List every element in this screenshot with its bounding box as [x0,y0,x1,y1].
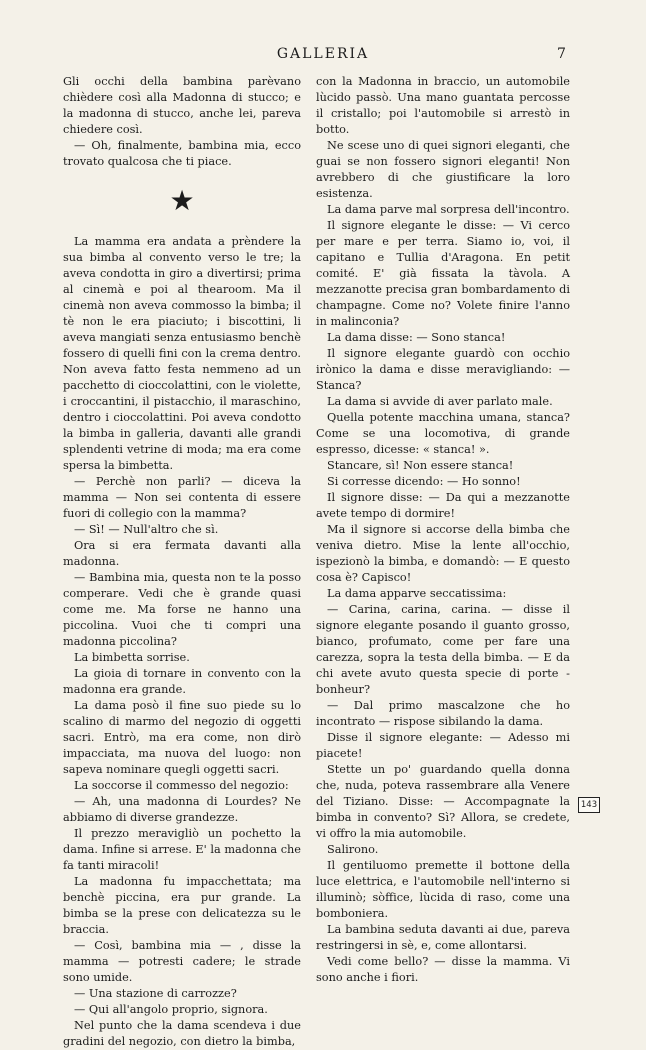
paragraph: — Ah, una madonna di Lourdes? Ne abbiamo di diverse grandezze. [63,795,301,824]
paragraph: La bimbetta sorrise. [74,651,190,664]
paragraph: La dama parve mal sorpresa dell'incontro. [327,203,570,216]
paragraph: — Qui all'angolo proprio, signora. [74,1003,268,1016]
paragraph: La dama si avvide di aver parlato male. [327,395,553,408]
right-column [316,74,570,986]
paragraph: — Dal primo mascalzone che ho incontrato — rispose sibilando la dama. [316,699,570,728]
paragraph: Ora si era fermata davanti alla madonna. [63,539,301,568]
paragraph: Gli occhi della bambina parèvano chièdere così alla Madonna di stucco; e la madonna di stucco, anche lei, pareva chiedere così. [63,75,301,136]
paragraph: — Bambina mia, questa non te la posso comperare. Vedi che è grande quasi come me. Ma forse ne hanno una piccolina. Vuoi che ti compri una madonna piccolina? [63,571,301,648]
paragraph: — Così, bambina mia — , disse la mamma — potresti cadere; le strade sono umide. [63,939,301,984]
paragraph: Il gentiluomo premette il bottone della luce elettrica, e l'automobile nell'interno si illuminò; sòffice, lùcida di raso, come una bomboniera. [316,859,570,920]
archive-stamp: 143 [578,797,600,813]
paragraph: con la Madonna in braccio, un automobile lùcido passò. Una mano guantata percosse il cristallo; poi l'automobile si arrestò in botto. [316,75,570,136]
paragraph: Disse il signore elegante: — Adesso mi piacete! [316,731,570,760]
page-number: 7 [557,46,566,62]
paragraph: La dama disse: — Sono stanca! [327,331,506,344]
paragraph: Quella potente macchina umana, stanca? Come se una locomotiva, di grande espresso, dicesse: « stanca! ». [316,411,570,456]
paragraph: Vedi come bello? — disse la mamma. Vi sono anche i fiori. [316,955,570,984]
star-ornament-icon: ★ [169,184,195,217]
paragraph: La gioia di tornare in convento con la madonna era grande. [63,667,301,696]
paragraph: La madonna fu impacchettata; ma benchè piccina, era pur grande. La bimba se la prese con delicatezza su le braccia. [63,875,301,936]
paragraph: — Oh, finalmente, bambina mia, ecco trovato qualcosa che ti piace. [63,139,301,168]
paragraph: Ma il signore si accorse della bimba che veniva dietro. Mise la lente all'occhio, ispezionò la bimba, e domandò: — E questo cosa è? Capisco! [316,523,570,584]
paragraph: La dama apparve seccatissima: [327,587,507,600]
paragraph: Stette un po' guardando quella donna che, nuda, poteva rassembrare alla Venere del Tiziano. Disse: — Accompagnate la bimba in convento? Sì? Allora, se credete, vi offro la mia automobile. [316,763,570,840]
paragraph: La bambina seduta davanti ai due, pareva restringersi in sè, e, come allontarsi. [316,923,570,952]
paragraph: La dama posò il fine suo piede su lo scalino di marmo del negozio di oggetti sacri. Entrò, ma era come, non dirò impacciata, ma nuova del luogo: non sapeva nominare quegli oggetti sacri. [63,699,301,776]
paragraph: Il prezzo meravigliò un pochetto la dama. Infine si arrese. E' la madonna che fa tanti miracoli! [63,827,301,872]
paragraph: — Una stazione di carrozze? [74,987,237,1000]
paragraph: Il signore elegante le disse: — Vi cerco per mare e per terra. Siamo io, voi, il capitano e Tullia d'Aragona. En petit comité. E' già fissata la tàvola. A mezzanotte precisa gran bombardamento di champagne. Come no? Volete finire l'anno in malinconia? [316,219,570,328]
paragraph: — Carina, carina, carina. — disse il signore elegante posando il guanto grosso, bianco, profumato, come per fare una carezza, sopra la testa della bimba. — E da chi avete avuto questa specie di porte - bonheur? [316,603,570,696]
paragraph: La soccorse il commesso del negozio: [74,779,289,792]
paragraph: La mamma era andata a prèndere la sua bimba al convento verso le tre; la aveva condotta in giro a divertirsi; prima al cinemà e poi al thearoom. Ma il cinemà non aveva commosso la bimba; il tè non le era piaciuto; i biscottini, li aveva mangiati senza entusiasmo benchè fossero di quelli fini con la crema dentro. Non aveva fatto festa nemmeno ad un pacchetto di cioccolattini, con le violette, i croccantini, il pistacchio, il maraschino, dentro i cioccolattini. Poi aveva condotto la bimba in galleria, davanti alle grandi splendenti vetrine di moda; ma era come spersa la bimbetta. [63,235,301,472]
running-header-title: GALLERIA [276,46,370,62]
paragraph: Nel punto che la dama scendeva i due gradini del negozio, con dietro la bimba, [63,1019,301,1048]
paragraph: Il signore elegante guardò con occhio irònico la dama e disse meravigliando: — Stanca? [316,347,570,392]
paragraph: Si corresse dicendo: — Ho sonno! [327,475,521,488]
paragraph: Stancare, sì! Non essere stanca! [327,459,514,472]
paragraph: — Perchè non parli? — diceva la mamma — Non sei contenta di essere fuori di collegio con la mamma? [63,475,301,520]
left-column [63,74,301,1050]
paragraph: Il signore disse: — Da qui a mezzanotte avete tempo di dormire! [316,491,570,520]
paragraph: Salirono. [327,843,379,856]
paragraph: Ne scese uno di quei signori eleganti, che guai se non fossero signori eleganti! Non avrebbero di che giustificare la loro esistenza. [316,139,570,200]
paragraph: — Sì! — Null'altro che sì. [74,523,219,536]
